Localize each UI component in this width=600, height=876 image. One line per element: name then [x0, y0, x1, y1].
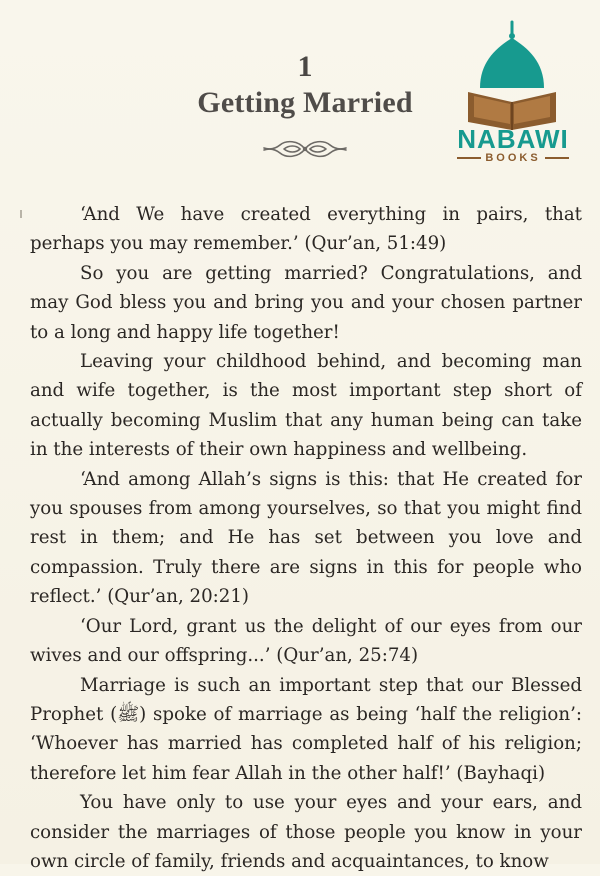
logo-subtitle-text: BOOKS — [485, 152, 541, 164]
chapter-number: 1 — [297, 50, 313, 83]
logo-rule-right — [545, 157, 569, 159]
paragraph: ‘Our Lord, grant us the delight of our eyes from our wives and our offspring...’ (Qur’an, 25:74) — [30, 615, 582, 667]
body-text — [30, 200, 582, 876]
logo-title: NABAWI — [457, 124, 569, 154]
paragraph: Marriage is such an important step that our Blessed Prophet (ﷺ) spoke of marriage as being ‘half the religion’: ‘Whoever has married has completed half of his religion; therefore let him fear Allah in the other half!’ (Bayhaqi) — [30, 674, 582, 784]
flourish-ornament-icon — [262, 136, 348, 162]
paragraph: ‘And among Allah’s signs is this: that He created for you spouses from among yourselves, so that you might find rest in them; and He has set between you love and compassion. Truly there are signs in this for people who reflect.’ (Qur’an, 20:21) — [30, 468, 582, 608]
margin-mark — [20, 210, 22, 218]
logo-rule-left — [457, 157, 481, 159]
paragraph: So you are getting married? Congratulations, and may God bless you and bring you and your chosen partner to a long and happy life together! — [30, 262, 582, 343]
paragraph: Leaving your childhood behind, and becoming man and wife together, is the most important step short of actually becoming Muslim that any human being can take in the interests of their own happiness and wellbeing. — [30, 351, 582, 461]
paragraph: ‘And We have created everything in pairs, that perhaps you may remember.’ (Qur’an, 51:49) — [30, 204, 582, 255]
paragraph: You have only to use your eyes and your ears, and consider the marriages of those people you know in your own circle of family, friends and acquaintances, to know — [30, 792, 582, 872]
logo-subtitle — [452, 151, 574, 165]
chapter-title: Getting Married — [197, 86, 413, 119]
